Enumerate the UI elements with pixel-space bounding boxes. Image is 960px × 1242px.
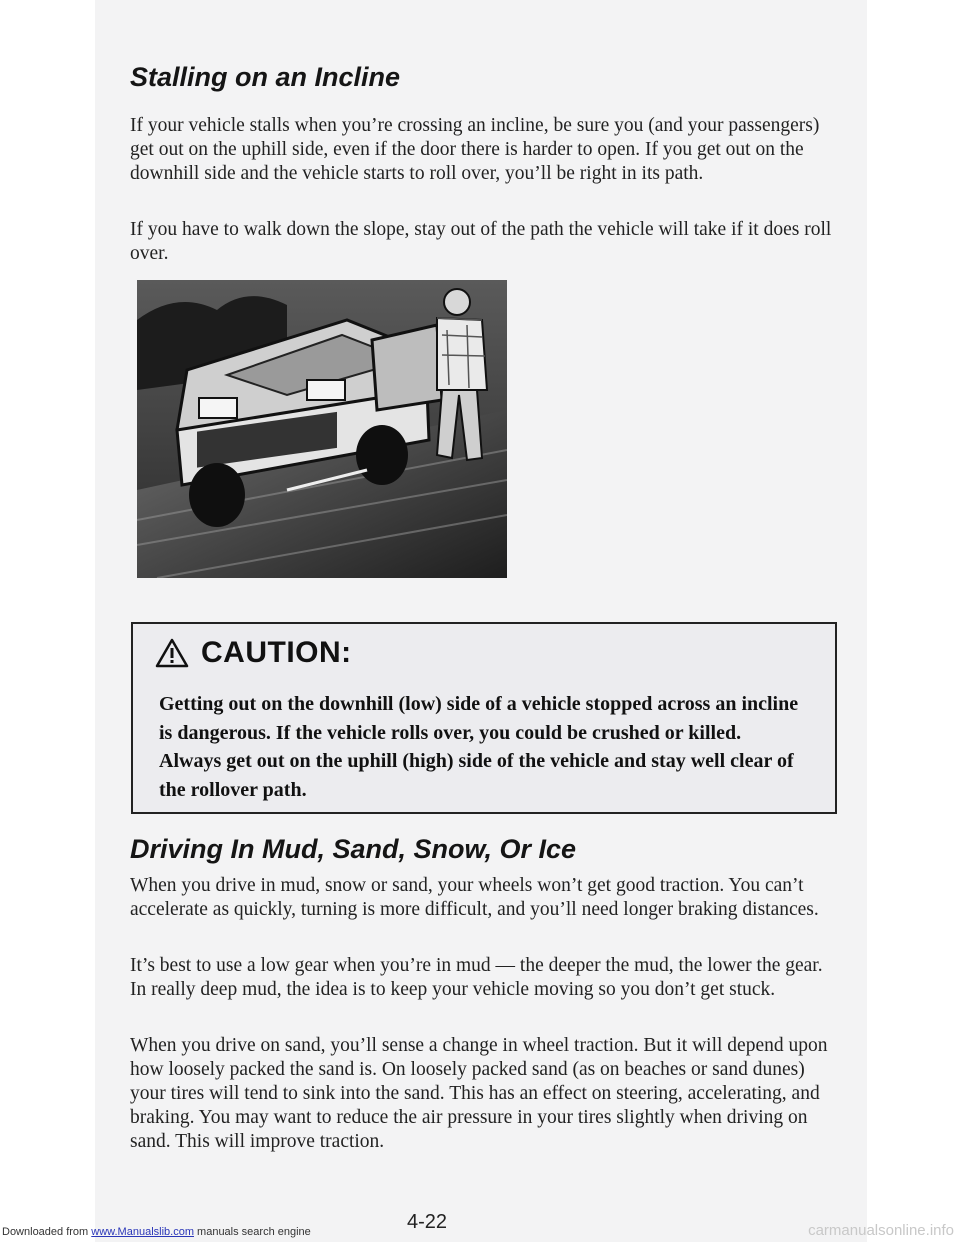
manual-page — [95, 0, 867, 1242]
caution-text: Getting out on the downhill (low) side of a vehicle stopped across an incline is dangerous. If the vehicle rolls over, you could be crushed or killed. Always get out on the uphill (high) side of the vehicle and stay well clear of the rollover path. — [159, 693, 799, 801]
manualslib-link[interactable]: www.Manualslib.com — [91, 1226, 194, 1238]
section-heading-driving-mud: Driving In Mud, Sand, Snow, Or Ice — [130, 834, 577, 864]
footer-prefix: Downloaded from — [2, 1226, 92, 1238]
watermark-text: carmanualsonline.info — [808, 1222, 954, 1239]
paragraph-stalling-2: If you have to walk down the slope, stay out of the path the vehicle will take if it does roll over. — [130, 219, 832, 264]
caution-header — [155, 636, 352, 670]
footer-suffix: manuals search engine — [193, 1226, 311, 1238]
caution-title: CAUTION: — [201, 636, 352, 669]
paragraph-stalling-1: If your vehicle stalls when you’re crossing an incline, be sure you (and your passengers) get out on the uphill side, even if the door there is harder to open. If you get out on the downhill side and the vehicle starts to roll over, you’ll be right in its path. — [130, 115, 820, 184]
download-footer — [2, 1226, 311, 1238]
paragraph-mud-1: When you drive in mud, snow or sand, your wheels won’t get good traction. You can’t accelerate as quickly, turning is more difficult, and you’ll need longer braking distances. — [130, 875, 819, 920]
paragraph-mud-2: It’s best to use a low gear when you’re in mud — the deeper the mud, the lower the gear. In really deep mud, the idea is to keep your vehicle moving so you don’t get stuck. — [130, 955, 823, 1000]
warning-triangle-icon — [155, 638, 189, 668]
caution-box — [131, 622, 837, 814]
page-number: 4-22 — [407, 1211, 448, 1233]
section-heading-stalling: Stalling on an Incline — [130, 62, 401, 92]
vehicle-on-incline-illustration — [137, 280, 507, 578]
paragraph-mud-3: When you drive on sand, you’ll sense a change in wheel traction. But it will depend upon how loosely packed the sand is. On loosely packed sand (as on beaches or sand dunes) your tires will tend to sink into the sand. This has an effect on steering, accelerating, and braking. You may want to reduce the air pressure in your tires slightly when driving on sand. This will improve traction. — [130, 1035, 828, 1152]
